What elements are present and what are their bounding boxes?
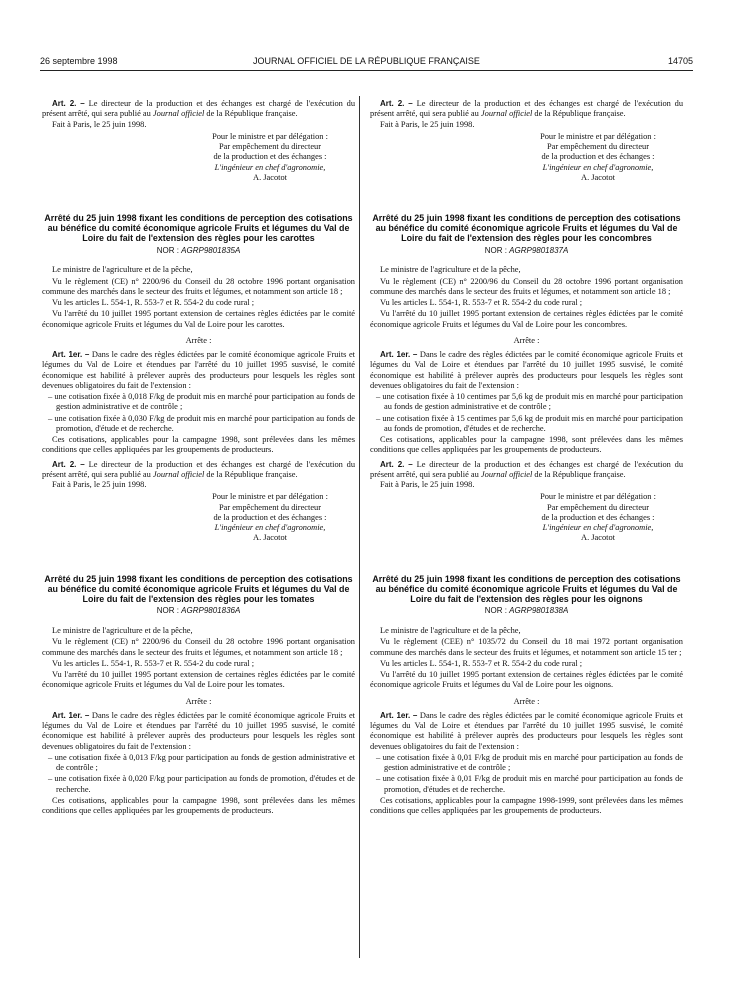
article-1: Art. 1er. – Dans le cadre des règles édictées par le comité économique agricole Fruits et légumes du Val de Loire et étendues par l'arrêté du 10 juillet 1995 susvisé, le comité économique est habilité à prélever auprès des producteurs pour lesquels les règles sont devenues obligatoires du fait de l'extension : [370,710,683,751]
article-2: Art. 2. – Le directeur de la production et des échanges est chargé de l'exécution du présent arrêté, qui sera publié au Journal officiel de la République française. [42,99,356,119]
article-1: Art. 1er. – Dans le cadre des règles édictées par le comité économique agricole Fruits et légumes du Val de Loire et étendues par l'arrêté du 10 juillet 1995 susvisé, le comité économique est habilité à prélever auprès des producteurs pour lesquels les règles sont devenues obligatoires du fait de l'extension : [42,350,355,390]
cotisations-text: Ces cotisations, applicables pour la campagne 1998-1999, sont prélevées dans les mêmes conditions que celles appliquées par les groupements de producteurs. [370,795,683,816]
cotisations-text: Ces cotisations, applicables pour la campagne 1998, sont prélevées dans les mêmes conditions que celles appliquées par les groupements de producteurs. [370,435,683,455]
header-date: 26 septembre 1998 [40,56,118,66]
fait-line: Fait à Paris, le 25 juin 1998. [380,480,475,490]
list-item: – une cotisation fixée à 0,030 F/kg de produit mis en marché pour participation au fonds de promotion, d'étude et de recherche. [48,413,355,433]
header-page-number: 14705 [667,56,693,66]
nor-carottes: NOR : AGRP9801835A [156,245,241,255]
section-title-concombres: Arrêté du 25 juin 1998 fixant les conditions de perception des cotisations au bénéfice du comité économique agricole Fruits et légumes du Val de Loire du fait de l'extension des règles pour les concombres [372,213,681,244]
list-item: – une cotisation fixée à 15 centimes par 5,6 kg de produit mis en marché pour participation au fonds de promotion, d'études et de recherche. [376,413,683,433]
signature-block: Pour le ministre et par délégation : Par empêchement du directeur de la production et des échanges : L'ingénieur en chef d'agronomie, A. Jacotot [540,492,656,543]
cotisation-list [42,392,355,434]
fait-line: Fait à Paris, le 25 juin 1998. [52,480,147,490]
article-2: Art. 2. – Le directeur de la production et des échanges est chargé de l'exécution du présent arrêté, qui sera publié au Journal officiel de la République française. [370,459,684,479]
article-1: Art. 1er. – Dans le cadre des règles édictées par le comité économique agricole Fruits et légumes du Val de Loire et étendues par l'arrêté du 10 juillet 1995 susvisé, le comité économique est habilité à prélever auprès des producteurs pour lesquels les règles sont devenues obligatoires du fait de l'extension : [42,710,355,751]
vu-arrete: Vu l'arrêté du 10 juillet 1995 portant extension de certaines règles édictées par le comité économique agricole Fruits et légumes du Val de Loire pour les tomates. [42,670,355,690]
vu-articles: Vu les articles L. 554-1, R. 553-7 et R. 554-2 du code rural ; [52,298,255,308]
section-title-oignons: Arrêté du 25 juin 1998 fixant les conditions de perception des cotisations au bénéfice du comité économique agricole Fruits et légumes du Val de Loire du fait de l'extension des règles pour les oignons [372,573,681,605]
cotisation-list [370,753,683,795]
cotisation-list [370,392,683,434]
nor-concombres: NOR : AGRP9801837A [484,245,569,255]
ministre-line: Le ministre de l'agriculture et de la pêche, [380,626,521,636]
header-journal-title: JOURNAL OFFICIEL DE LA RÉPUBLIQUE FRANÇAISE [253,56,480,66]
vu-reglement: Vu le règlement (CE) n° 2200/96 du Conseil du 28 octobre 1996 portant organisation commune des marchés dans le secteur des fruits et légumes, et notamment son article 18 ; [370,276,683,296]
list-item: – une cotisation fixée à 0,01 F/kg de produit mis en marché pour participation au fonds de promotion, d'études et de recherche. [376,774,683,794]
article-2: Art. 2. – Le directeur de la production et des échanges est chargé de l'exécution du présent arrêté, qui sera publié au Journal officiel de la République française. [42,459,356,479]
arrete-label: Arrête : [513,335,540,345]
signature-block: Pour le ministre et par délégation : Par empêchement du directeur de la production et des échanges : L'ingénieur en chef d'agronomie, A. Jacotot [212,131,328,182]
fait-line: Fait à Paris, le 25 juin 1998. [52,119,147,129]
vu-reglement: Vu le règlement (CE) n° 2200/96 du Conseil du 28 octobre 1996 portant organisation commune des marchés dans le secteur des fruits et légumes, et notamment son article 18 ; [42,276,355,296]
cotisation-list [42,753,355,795]
nor-tomates: NOR : AGRP9801836A [156,606,241,616]
ministre-line: Le ministre de l'agriculture et de la pêche, [52,626,193,636]
cotisations-text: Ces cotisations, applicables pour la campagne 1998, sont prélevées dans les mêmes conditions que celles appliquées par les groupements de producteurs. [42,795,355,816]
list-item: – une cotisation fixée à 0,020 F/kg pour participation au fonds de promotion, d'études et de recherche. [48,774,355,794]
fait-line: Fait à Paris, le 25 juin 1998. [380,119,475,129]
vu-reglement: Vu le règlement (CEE) n° 1035/72 du Conseil du 18 mai 1972 portant organisation commune des marchés dans le secteur des fruits et légumes, et notamment son article 15 ter ; [370,637,683,657]
signature-block: Pour le ministre et par délégation : Par empêchement du directeur de la production et des échanges : L'ingénieur en chef d'agronomie, A. Jacotot [212,492,328,543]
vu-articles: Vu les articles L. 554-1, R. 553-7 et R. 554-2 du code rural ; [52,658,255,668]
arrete-label: Arrête : [185,335,212,345]
list-item: – une cotisation fixée à 0,018 F/kg de produit mis en marché pour participation au fonds de gestion administrative et de contrôle ; [48,392,355,412]
arrete-label: Arrête : [513,696,540,706]
right-column [370,99,683,817]
vu-arrete: Vu l'arrêté du 10 juillet 1995 portant extension de certaines règles édictées par le comité économique agricole Fruits et légumes du Val de Loire pour les concombres. [370,309,683,329]
cotisations-text: Ces cotisations, applicables pour la campagne 1998, sont prélevées dans les mêmes conditions que celles appliquées par les groupements de producteurs. [42,435,355,455]
ministre-line: Le ministre de l'agriculture et de la pêche, [380,265,521,275]
column-divider [359,96,360,958]
nor-oignons: NOR : AGRP9801838A [484,606,569,616]
vu-reglement: Vu le règlement (CE) n° 2200/96 du Conseil du 28 octobre 1996 portant organisation commune des marchés dans le secteur des fruits et légumes, et notamment son article 18 ; [42,637,355,657]
page-header [40,56,693,71]
vu-articles: Vu les articles L. 554-1, R. 553-7 et R. 554-2 du code rural ; [380,658,583,668]
article-2: Art. 2. – Le directeur de la production et des échanges est chargé de l'exécution du présent arrêté, qui sera publié au Journal officiel de la République française. [370,99,684,119]
list-item: – une cotisation fixée à 0,013 F/kg pour participation au fonds de gestion administrative et de contrôle ; [48,752,355,773]
arrete-label: Arrête : [185,696,212,706]
list-item: – une cotisation fixée à 10 centimes par 5,6 kg de produit mis en marché pour participation au fonds de gestion administrative et de contrôle ; [376,392,683,412]
section-title-tomates: Arrêté du 25 juin 1998 fixant les conditions de perception des cotisations au bénéfice du comité économique agricole Fruits et légumes du Val de Loire du fait de l'extension des règles pour les tomates [44,573,353,605]
article-1: Art. 1er. – Dans le cadre des règles édictées par le comité économique agricole Fruits et légumes du Val de Loire et étendues par l'arrêté du 10 juillet 1995 susvisé, le comité économique est habilité à prélever auprès des producteurs pour lesquels les règles sont devenues obligatoires du fait de l'extension : [370,350,683,390]
vu-arrete: Vu l'arrêté du 10 juillet 1995 portant extension de certaines règles édictées par le comité économique agricole Fruits et légumes du Val de Loire pour les oignons. [370,670,683,690]
vu-arrete: Vu l'arrêté du 10 juillet 1995 portant extension de certaines règles édictées par le comité économique agricole Fruits et légumes du Val de Loire pour les carottes. [42,309,355,329]
left-column [42,99,355,817]
signature-block: Pour le ministre et par délégation : Par empêchement du directeur de la production et des échanges : L'ingénieur en chef d'agronomie, A. Jacotot [540,131,656,182]
vu-articles: Vu les articles L. 554-1, R. 553-7 et R. 554-2 du code rural ; [380,298,583,308]
list-item: – une cotisation fixée à 0,01 F/kg de produit mis en marché pour participation au fonds de gestion administrative et de contrôle ; [376,752,683,773]
ministre-line: Le ministre de l'agriculture et de la pêche, [52,265,193,275]
section-title-carottes: Arrêté du 25 juin 1998 fixant les conditions de perception des cotisations au bénéfice du comité économique agricole Fruits et légumes du Val de Loire du fait de l'extension des règles pour les carottes [44,213,353,244]
